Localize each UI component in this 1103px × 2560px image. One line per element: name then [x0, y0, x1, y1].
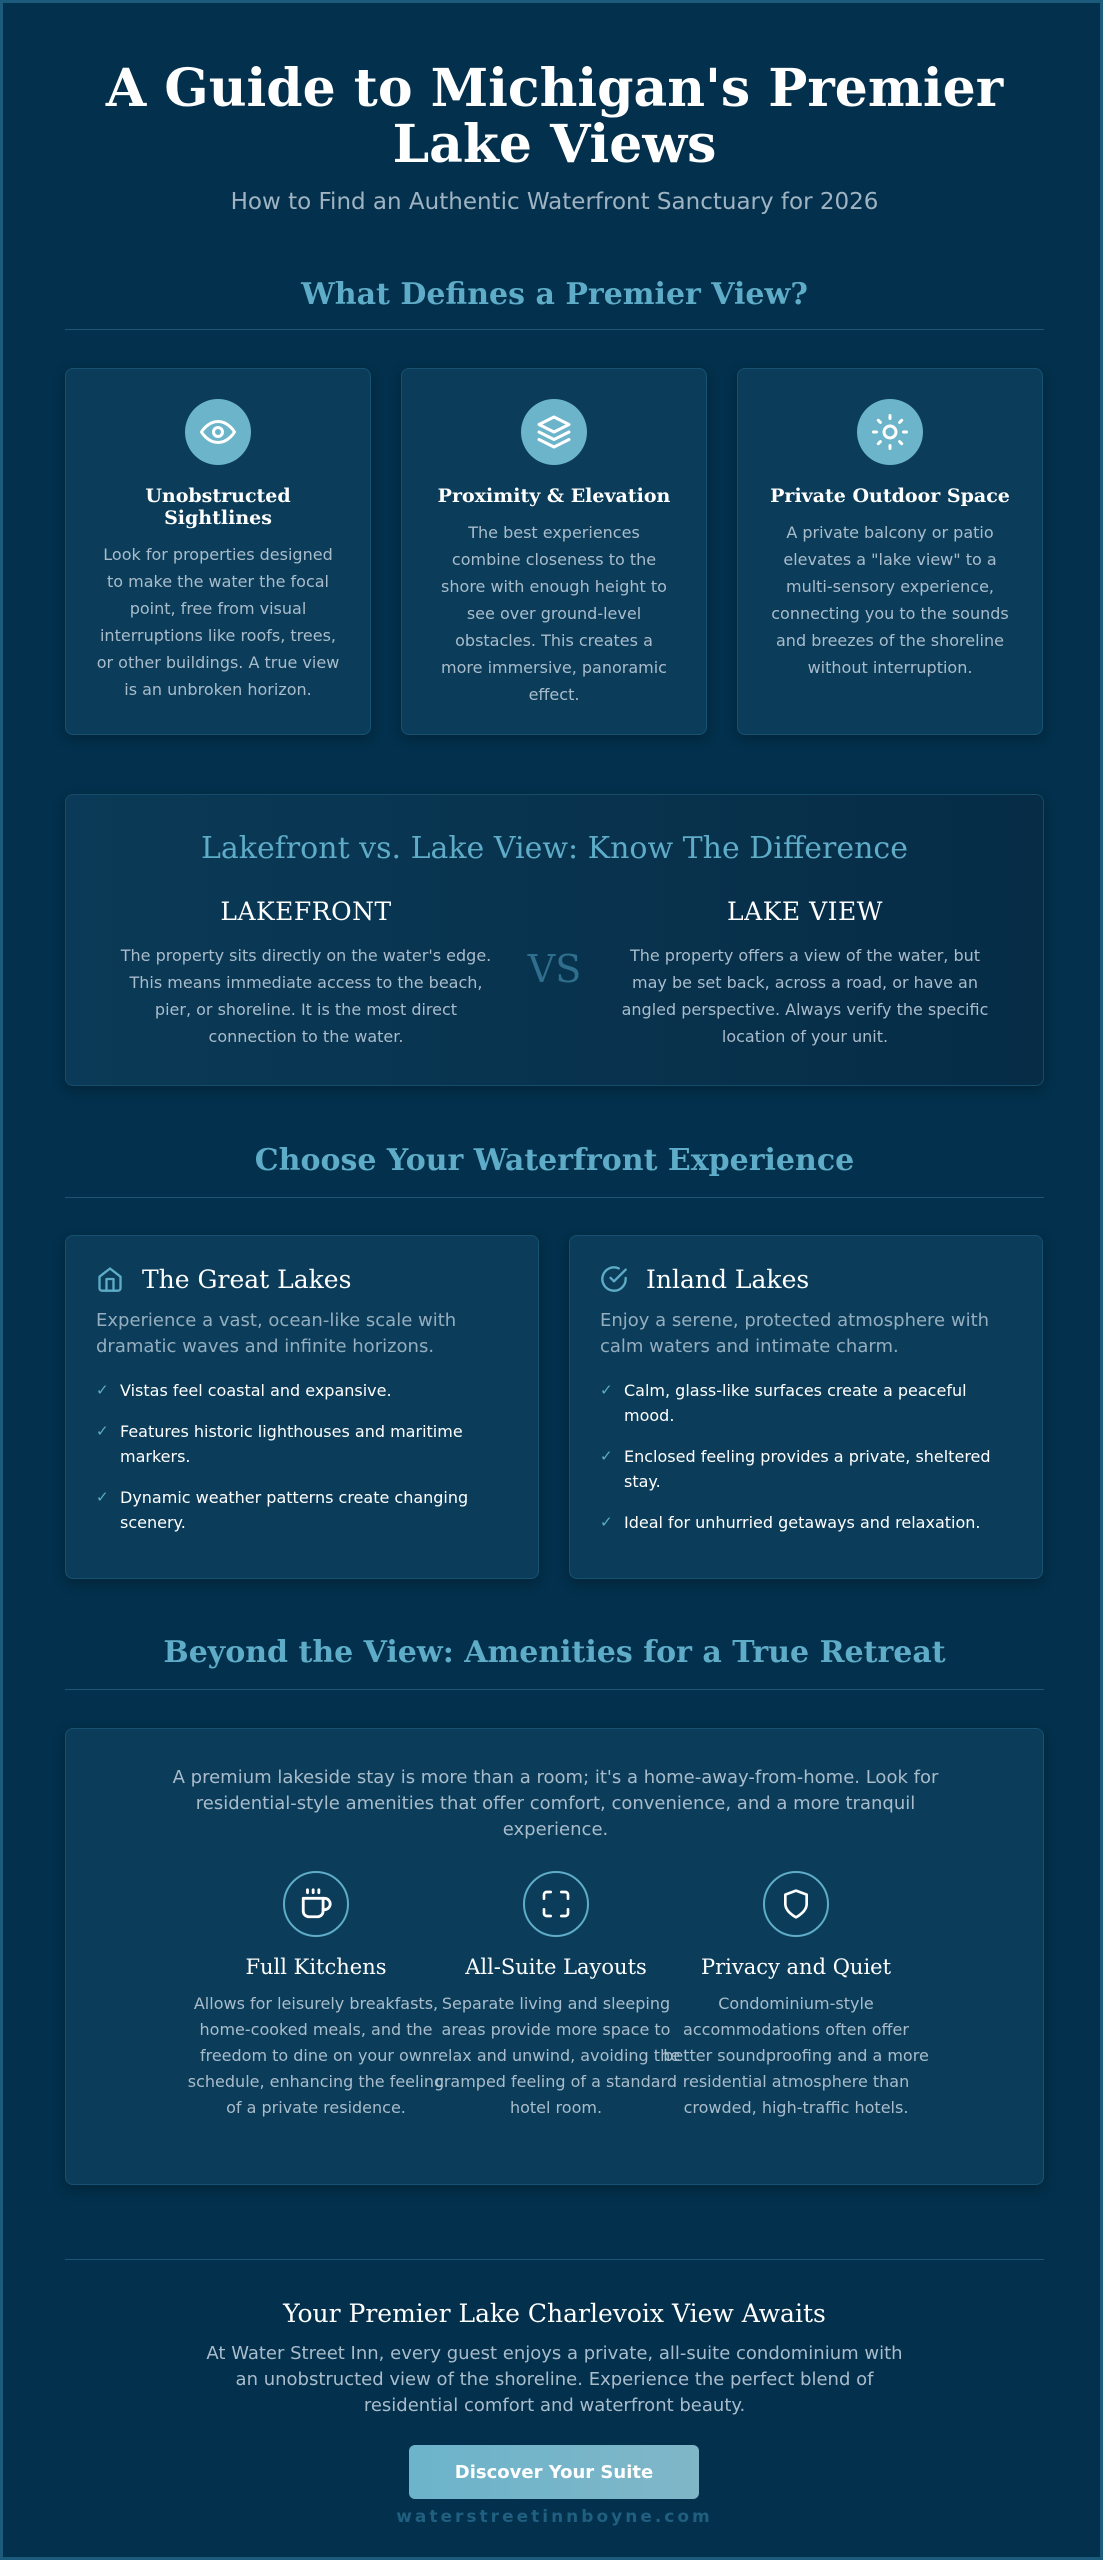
experience-card-inland-lakes — [569, 1235, 1043, 1579]
experience-card-description: Experience a vast, ocean-like scale with dramatic waves and infinite horizons. — [96, 1310, 457, 1357]
feature-card-sightlines — [65, 368, 371, 735]
check-icon: ✓ — [96, 1422, 109, 1440]
lakeview-title: LAKE VIEW — [727, 897, 883, 926]
vs-label: VS — [527, 947, 582, 991]
amenity-text: Condominium-style accommodations often offer better soundproofing and a more residential atmosphere than crowded, high-traffic hotels. — [663, 1994, 929, 2117]
feature-card-title: Unobstructed Sightlines — [145, 485, 291, 529]
sun-icon — [857, 399, 923, 465]
lakefront-text: The property sits directly on the water's edge. This means immediate access to the beach, pier, or shoreline. It is the most direct connection to the water. — [120, 946, 492, 1046]
amenity-full-kitchens — [181, 1871, 451, 2121]
feature-card-title: Proximity & Elevation — [437, 485, 671, 507]
coffee-cup-icon — [283, 1871, 349, 1937]
section-title-amenities: Beyond the View: Amenities for a True Retreat — [163, 1635, 946, 1670]
website-link[interactable]: waterstreetinnboyne.com — [396, 2507, 713, 2527]
page-subtitle: How to Find an Authentic Waterfront Sanctuary for 2026 — [230, 189, 879, 215]
lakeview-text: The property offers a view of the water, but may be set back, across a road, or have an angled perspective. Always verify the specific location of your unit. — [621, 946, 989, 1046]
amenity-title: All-Suite Layouts — [465, 1955, 647, 1979]
section-title-difference: Lakefront vs. Lake View: Know The Difference — [201, 831, 908, 866]
feature-card-text: The best experiences combine closeness to the shore with enough height to see over ground-level obstacles. This creates a more immersive, panoramic effect. — [441, 523, 667, 704]
check-icon: ✓ — [600, 1447, 613, 1465]
experience-card-description: Enjoy a serene, protected atmosphere with calm waters and intimate charm. — [600, 1310, 990, 1357]
check-icon: ✓ — [600, 1381, 613, 1399]
lakefront-title: LAKEFRONT — [220, 897, 392, 926]
check-icon: ✓ — [96, 1488, 109, 1506]
lakefront-vs-lakeview-panel — [65, 794, 1044, 1086]
list-item: ✓ Vistas feel coastal and expansive. — [96, 1378, 508, 1403]
list-item: ✓ Ideal for unhurried getaways and relaxation. — [600, 1510, 1012, 1535]
section-divider — [65, 329, 1044, 330]
section-divider — [65, 2259, 1044, 2260]
experience-feature-list — [600, 1378, 1012, 1535]
amenity-text: Allows for leisurely breakfasts, home-cooked meals, and the freedom to dine on your own schedule, enhancing the feeling of a private residence. — [187, 1994, 445, 2117]
check-circle-icon — [600, 1264, 630, 1294]
experience-feature-list — [96, 1378, 508, 1535]
amenity-privacy-quiet — [661, 1871, 931, 2121]
list-item: ✓ Dynamic weather patterns create changing scenery. — [96, 1485, 508, 1535]
amenity-text: Separate living and sleeping areas provide more space to relax and unwind, avoiding the cramped feeling of a standard hotel room. — [431, 1994, 681, 2117]
page-title: A Guide to Michigan's Premier Lake Views — [105, 58, 1004, 175]
amenities-panel — [65, 1728, 1044, 2185]
discover-suite-button[interactable]: Discover Your Suite — [409, 2445, 699, 2499]
section-divider — [65, 1689, 1044, 1690]
shield-icon — [763, 1871, 829, 1937]
feature-card-text: A private balcony or patio elevates a "lake view" to a multi-sensory experience, connecting you to the sounds and breezes of the shoreline without interruption. — [771, 523, 1009, 677]
check-icon: ✓ — [600, 1513, 613, 1531]
feature-card-outdoor-space — [737, 368, 1043, 735]
list-item: ✓ Calm, glass-like surfaces create a peaceful mood. — [600, 1378, 1012, 1428]
amenity-title: Privacy and Quiet — [700, 1955, 892, 1979]
experience-card-title: Inland Lakes — [646, 1264, 810, 1294]
section-divider — [65, 1197, 1044, 1198]
cta-title: Your Premier Lake Charlevoix View Awaits — [283, 2299, 826, 2328]
feature-card-proximity — [401, 368, 707, 735]
section-title-experience: Choose Your Waterfront Experience — [254, 1143, 855, 1178]
experience-card-title: The Great Lakes — [142, 1264, 352, 1294]
eye-icon — [185, 399, 251, 465]
experience-card-great-lakes — [65, 1235, 539, 1579]
amenities-intro: A premium lakeside stay is more than a room; it's a home-away-from-home. Look for residential-style amenities that offer comfort, convenience, and a more tranquil experience. — [172, 1767, 939, 1840]
section-title-premier-view: What Defines a Premier View? — [301, 277, 808, 312]
amenity-all-suite-layouts — [421, 1871, 691, 2121]
home-icon — [96, 1264, 126, 1294]
lakeview-column — [615, 897, 995, 1050]
feature-card-title: Private Outdoor Space — [770, 485, 1010, 507]
list-item: ✓ Enclosed feeling provides a private, sheltered stay. — [600, 1444, 1012, 1494]
layers-icon — [521, 399, 587, 465]
amenity-title: Full Kitchens — [245, 1955, 387, 1979]
feature-card-text: Look for properties designed to make the water the focal point, free from visual interruptions like roofs, trees, or other buildings. A true view is an unbroken horizon. — [96, 545, 340, 699]
check-icon: ✓ — [96, 1381, 109, 1399]
list-item: ✓ Features historic lighthouses and maritime markers. — [96, 1419, 508, 1469]
expand-icon — [523, 1871, 589, 1937]
cta-text: At Water Street Inn, every guest enjoys a private, all-suite condominium with an unobstructed view of the shoreline. Experience the perfect blend of residential comfort and waterfront beauty. — [206, 2343, 903, 2416]
